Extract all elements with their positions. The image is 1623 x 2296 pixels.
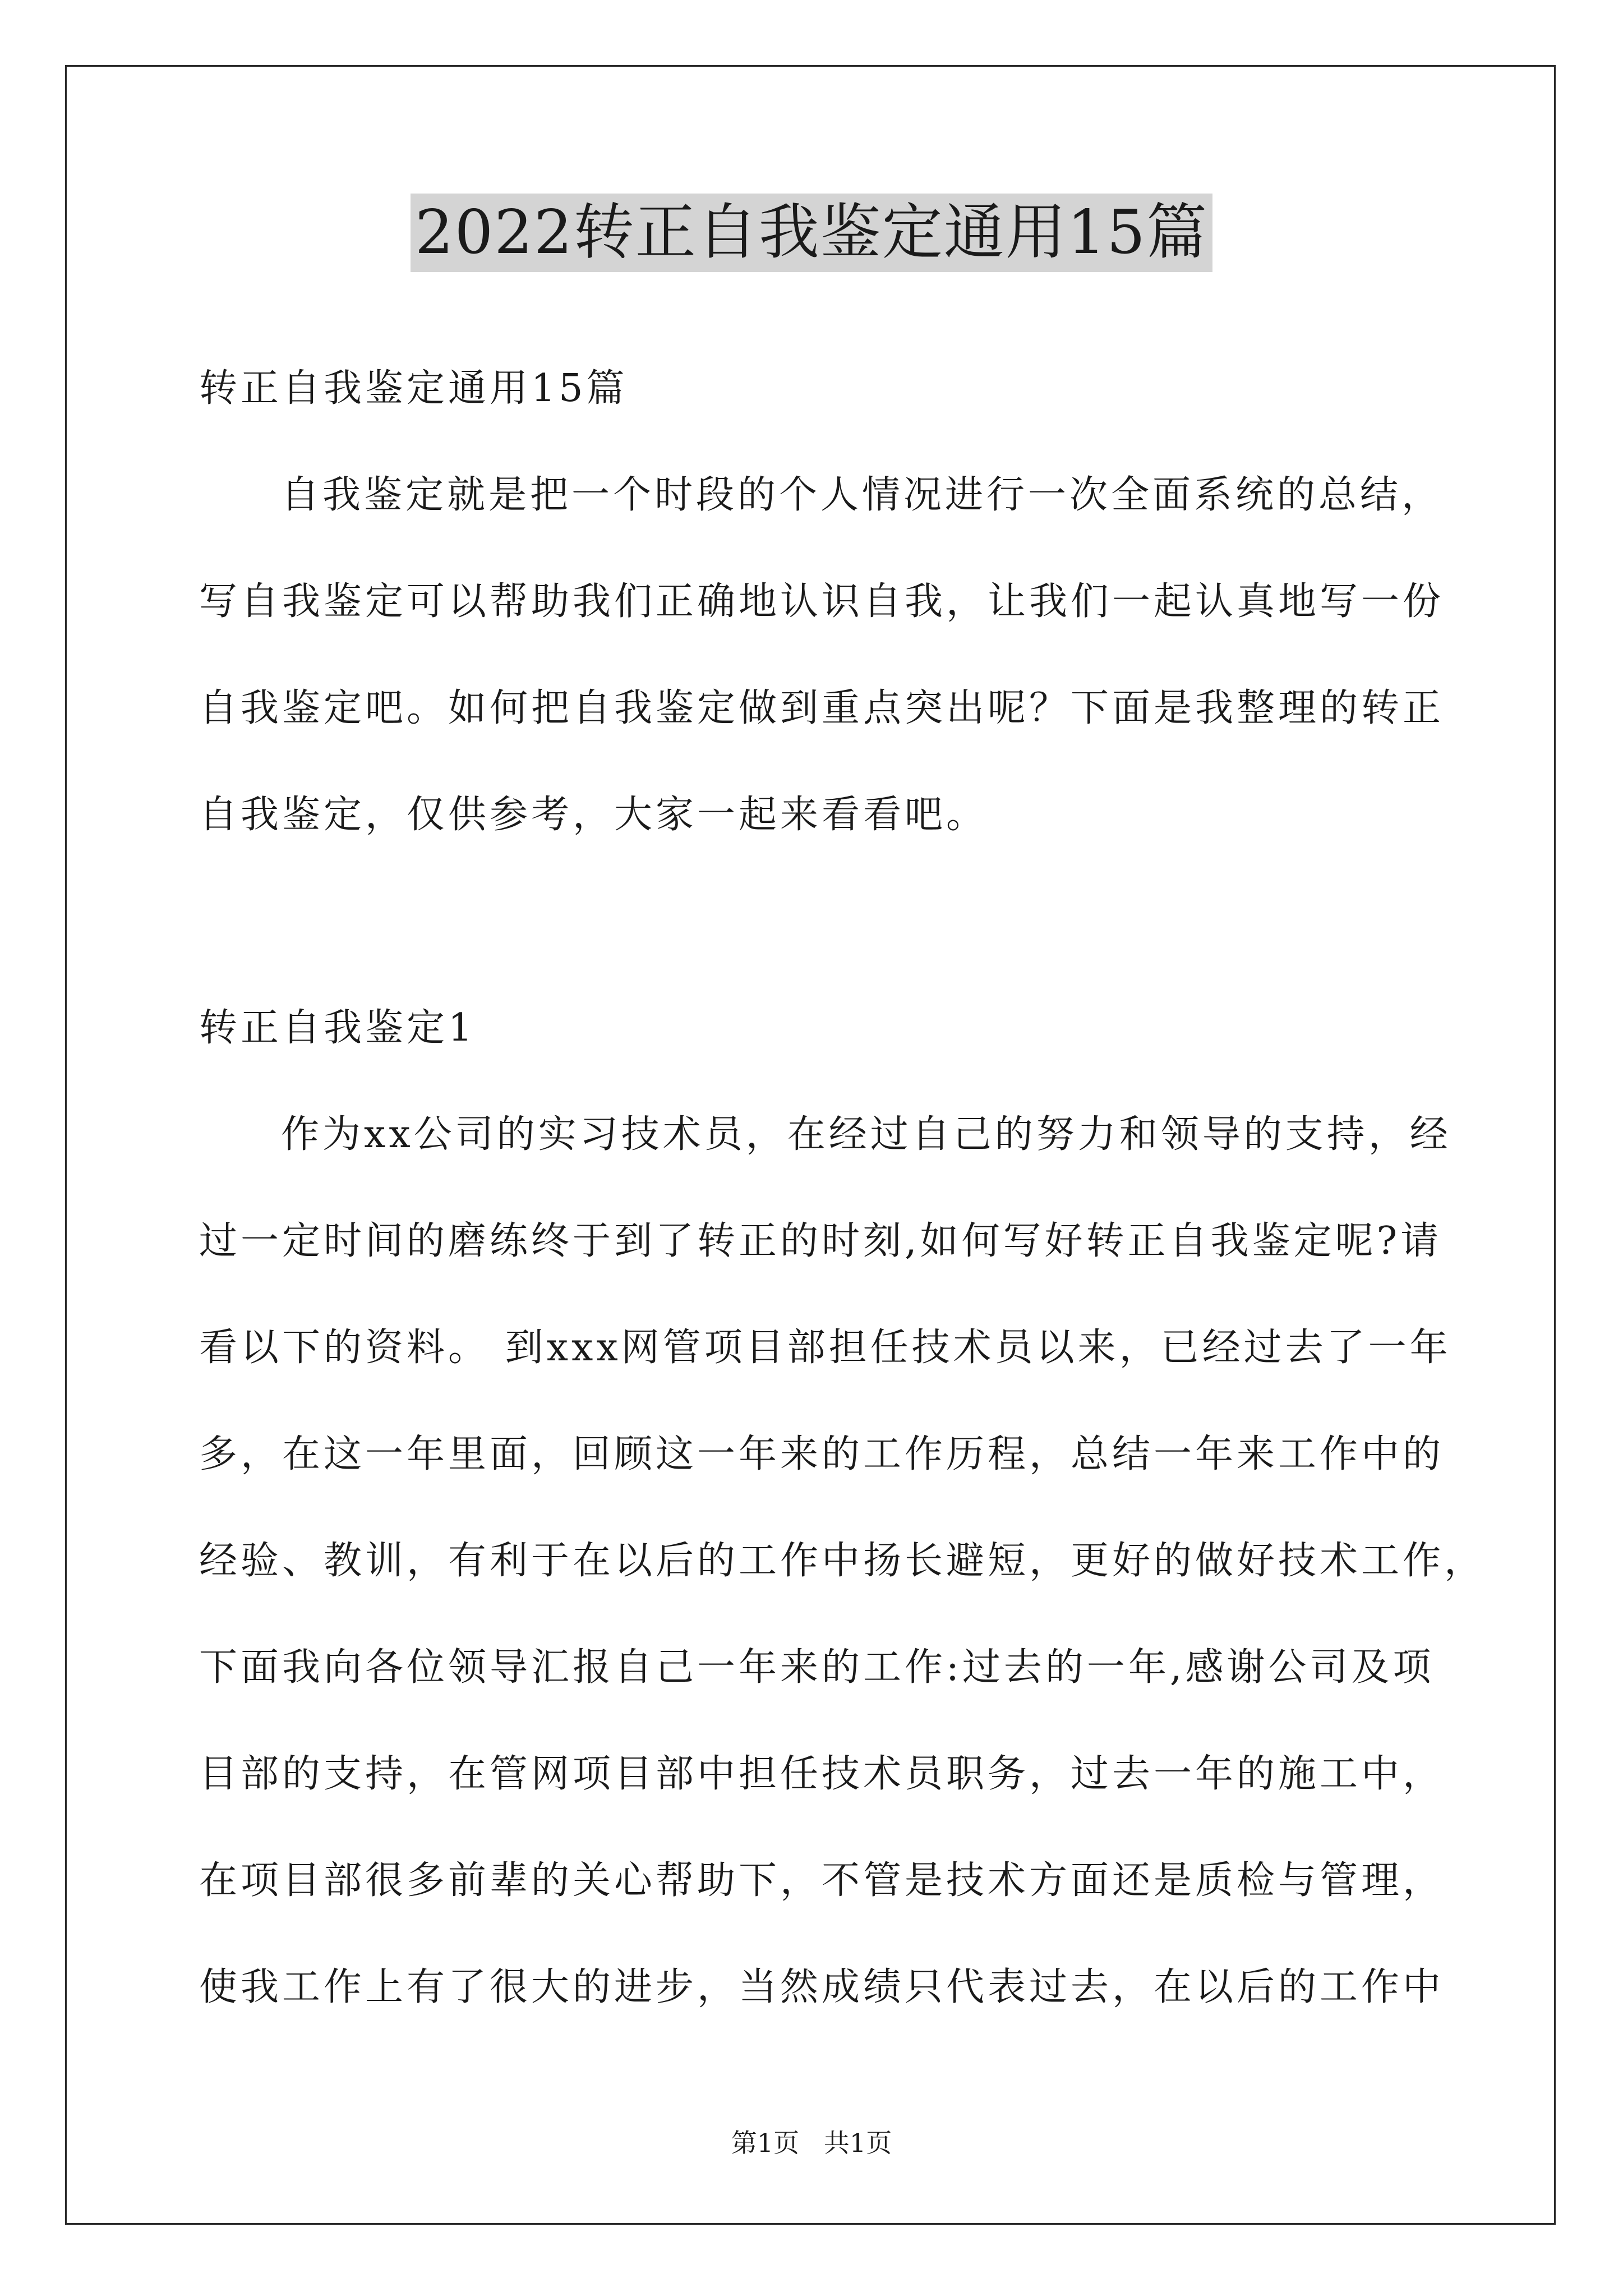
intro-line: 自我鉴定吧。如何把自我鉴定做到重点突出呢？下面是我整理的转正: [199, 686, 1445, 730]
section-line: 在项目部很多前辈的关心帮助下，不管是技术方面还是质检与管理，: [199, 1858, 1445, 1903]
paragraph-gap: [199, 868, 1444, 975]
intro-line: 自我鉴定就是把一个时段的个人情况进行一次全面系统的总结，: [281, 473, 1444, 517]
section-line: 作为xx公司的实习技术员，在经过自己的努力和领导的支持，经: [281, 1112, 1451, 1157]
section-line: 目部的支持，在管网项目部中担任技术员职务，过去一年的施工中，: [199, 1752, 1445, 1796]
section-line: 过一定时间的磨练终于到了转正的时刻,如何写好转正自我鉴定呢?请: [199, 1219, 1442, 1263]
document-body: [199, 335, 1486, 2041]
intro-line: 自我鉴定，仅供参考，大家一起来看看吧。: [199, 793, 988, 837]
section-line: 看以下的资料。 到xxx网管项目部担任技术员以来，已经过去了一年: [199, 1326, 1451, 1370]
section-heading: 转正自我鉴定1: [199, 1006, 476, 1050]
document-title: 2022转正自我鉴定通用15篇: [411, 194, 1212, 272]
section-line: 经验、教训，有利于在以后的工作中扬长避短，更好的做好技术工作，: [199, 1539, 1486, 1583]
section-line: 多，在这一年里面，回顾这一年来的工作历程，总结一年来工作中的: [199, 1432, 1445, 1476]
intro-line: 写自我鉴定可以帮助我们正确地认识自我，让我们一起认真地写一份: [199, 579, 1445, 624]
section-line: 下面我向各位领导汇报自己一年来的工作:过去的一年,感谢公司及项: [199, 1645, 1435, 1690]
document-subtitle: 转正自我鉴定通用15篇: [199, 366, 628, 411]
page-footer: 第1页 共1页: [731, 2128, 892, 2158]
title-wrap: [0, 194, 1623, 272]
section-line: 使我工作上有了很大的进步，当然成绩只代表过去，在以后的工作中: [199, 1965, 1445, 2009]
